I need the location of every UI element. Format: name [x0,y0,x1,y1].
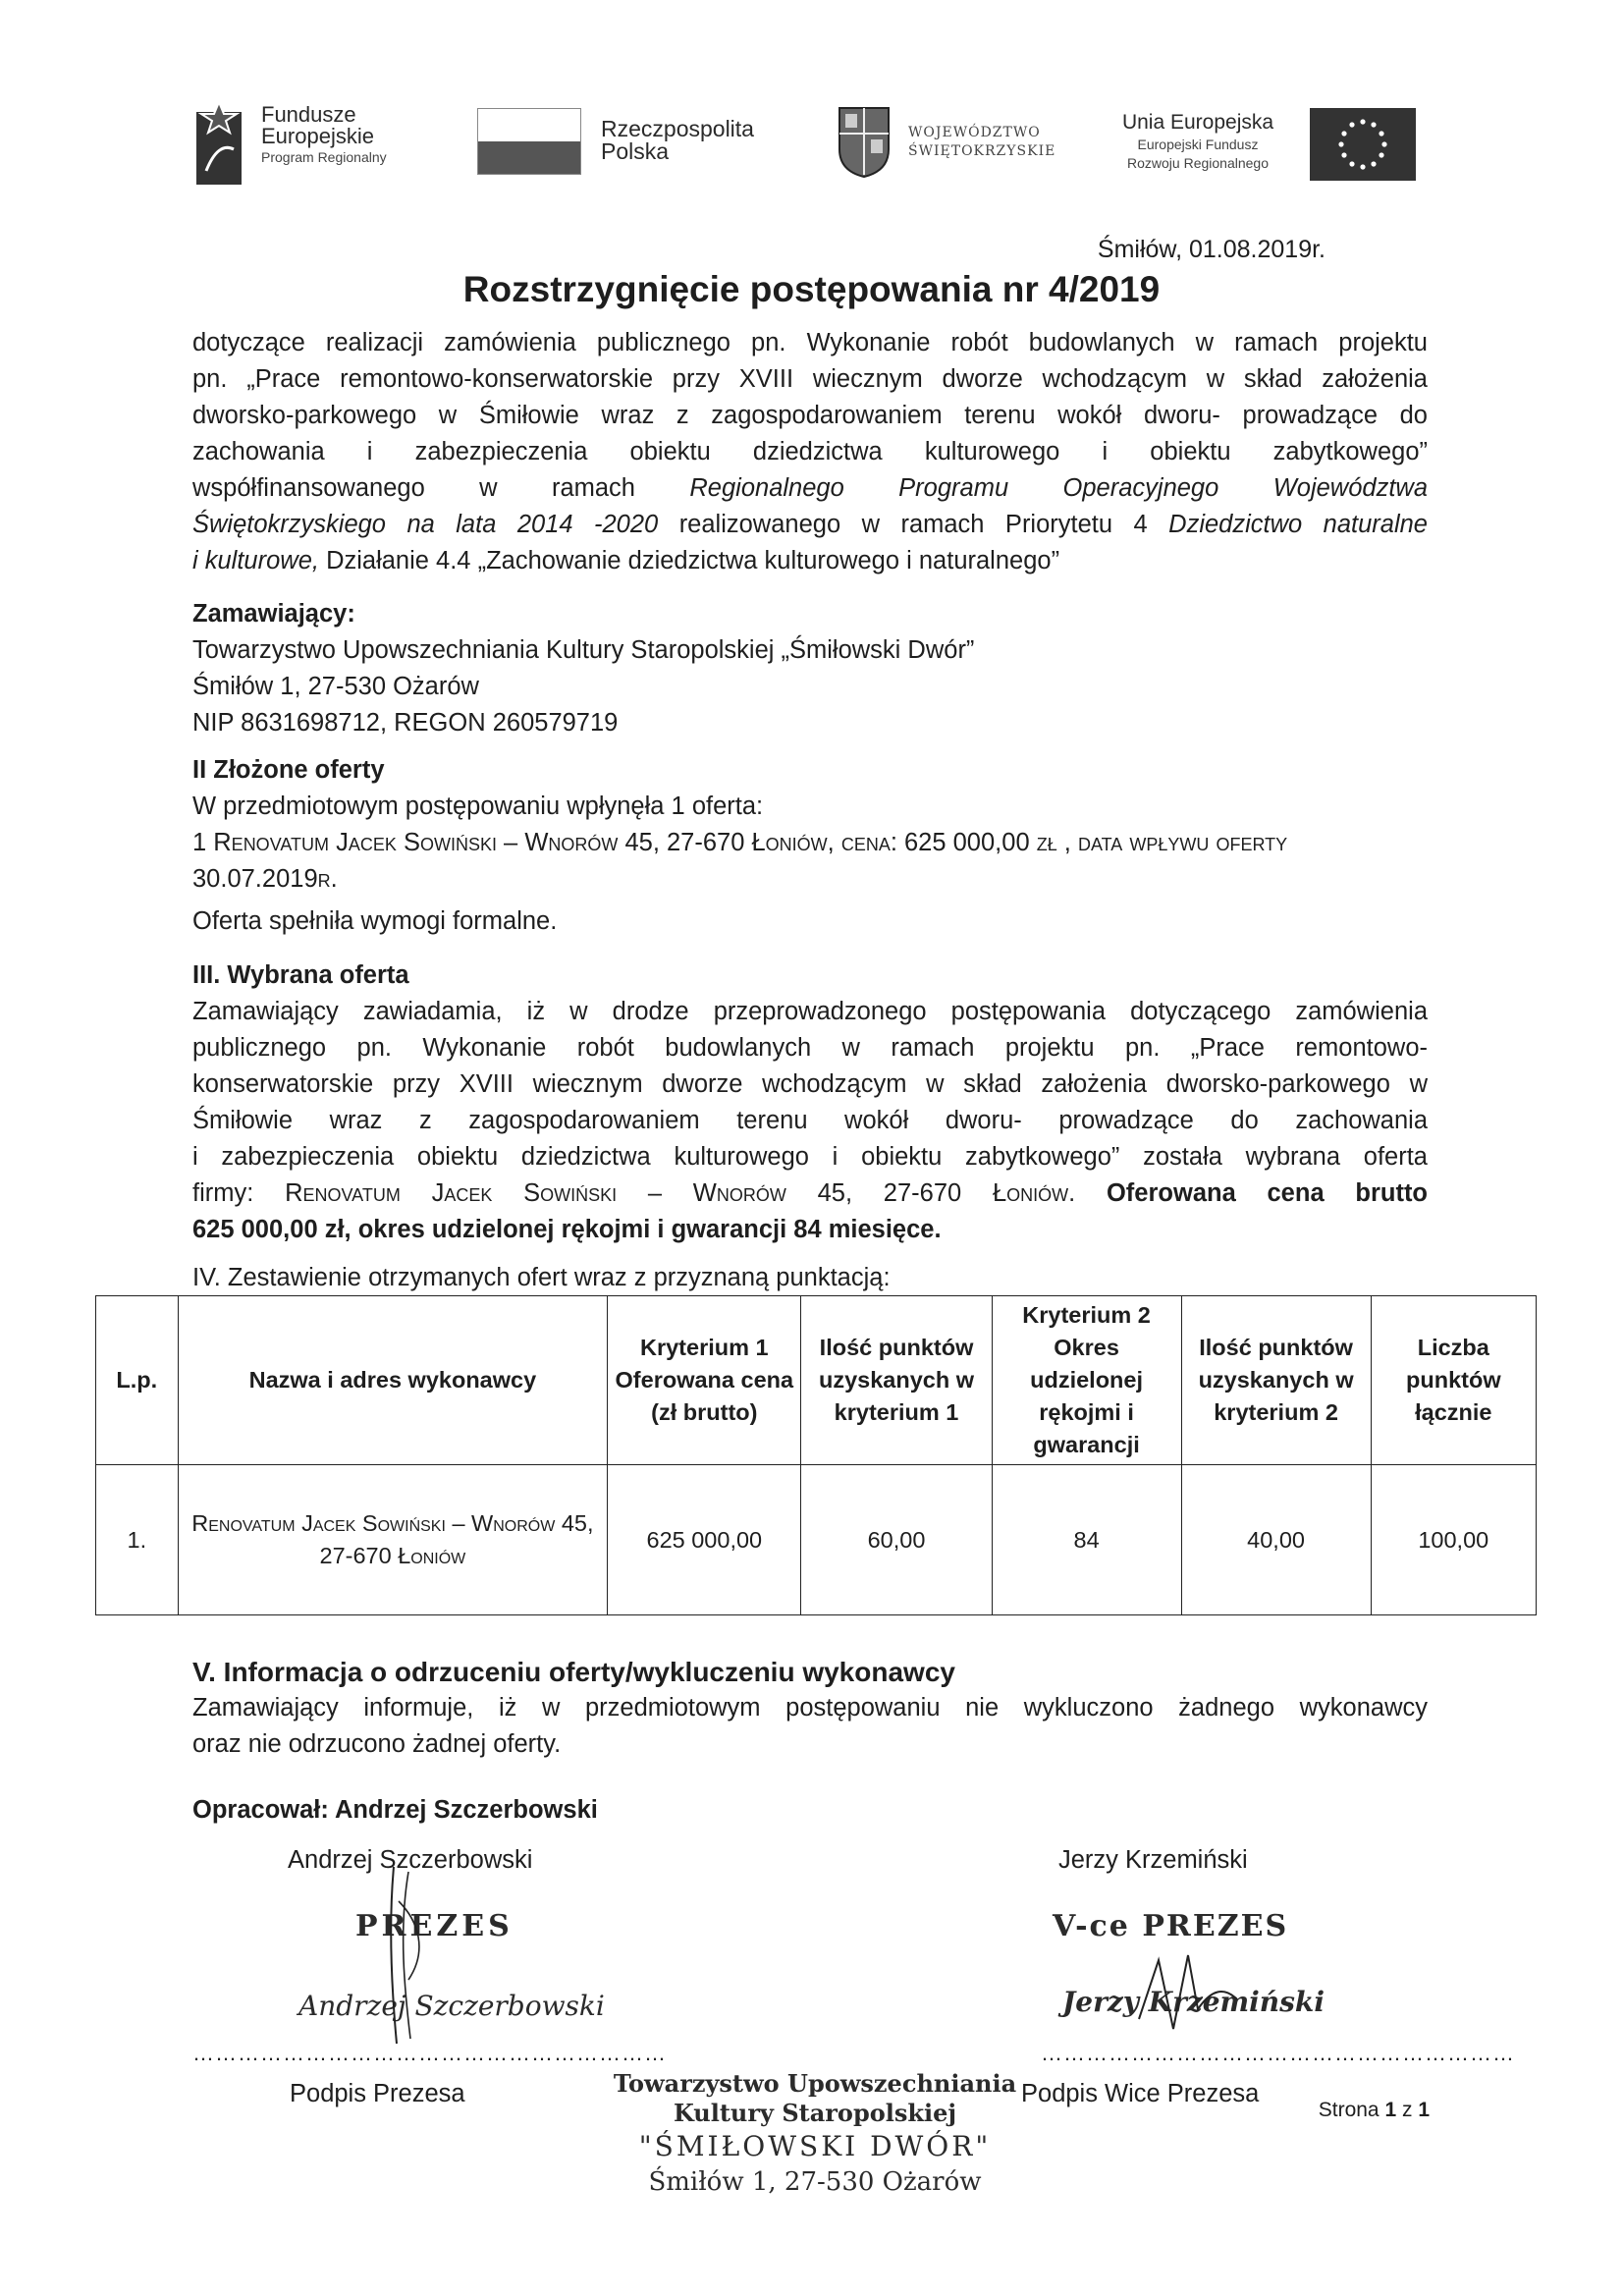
stamp-line: Kultury Staropolskiej [673,2099,957,2127]
stamp-title-left: PREZES [355,1909,514,1943]
logo-rzeczpospolita [477,108,791,179]
offers-table [95,1295,1537,1615]
table-cell-lp: 1. [96,1465,179,1615]
table-header-cell: Kryterium 1 Oferowana cena (zł brutto) [608,1296,801,1465]
chosen-offer-section [192,957,1428,1248]
chosen-line: Zamawiający zawiadamia, iż w drodze przeprowadzonego postępowania dotyczącego zamówienia [192,998,1428,1025]
table-header-cell: Ilość punktów uzyskanych w kryterium 1 [801,1296,992,1465]
buyer-ids: NIP 8631698712, REGON 260579719 [192,709,619,737]
eu-flag-icon [1310,108,1416,181]
table-cell-contractor: Renovatum Jacek Sowiński – Wnorów 45, 27-670 Łoniów [178,1465,608,1615]
stamp-line: Śmiłów 1, 27-530 Ożarów [648,2167,982,2197]
rejection-section [192,1654,1428,1763]
chosen-price-label: Oferowana cena brutto [1075,1179,1429,1207]
page-current: 1 [1384,2099,1397,2121]
document-title: Rozstrzygnięcie postępowania nr 4/2019 [462,269,1161,309]
intro-line: dotyczące realizacji zamówienia publicznego pn. Wykonanie robót budowlanych w ramach projektu [192,329,1428,356]
buyer-heading: Zamawiający: [192,600,355,628]
intro-paragraph [192,325,1428,579]
signature-caption-left: Podpis Prezesa [290,2080,465,2107]
summary-heading: IV. Zestawienie otrzymanych ofert wraz z przyznaną punktacją: [192,1264,891,1291]
buyer-address: Śmiłów 1, 27-530 Ożarów [192,673,479,700]
eu-line1: Unia Europejska [1121,111,1274,134]
document-date: Śmiłów, 01.08.2019r. [1097,236,1325,263]
intro-text: realizowanego w ramach Priorytetu 4 [658,511,1169,538]
ws-line2: ŚWIĘTOKRZYSKIE [908,143,1056,159]
table-cell-total: 100,00 [1371,1465,1536,1615]
page-label: Strona [1318,2099,1385,2121]
priority-name: Dziedzictwo naturalne [1168,511,1428,538]
offers-count: W przedmiotowym postępowaniu wpłynęła 1 oferta: [192,793,764,820]
rejection-heading: V. Informacja o odrzuceniu oferty/wykluczeniu wykonawcy [192,1657,955,1687]
table-cell-points-1: 60,00 [801,1465,992,1615]
fe-line3: Program Regionalny [261,149,387,165]
signer-name-left: Andrzej Szczerbowski [288,1846,533,1874]
table-header-cell: Liczba punktów łącznie [1371,1296,1536,1465]
logo-wojewodztwo [838,106,1073,181]
stamp-name-right: Jerzy Krzemiński [1062,1986,1325,2018]
table-cell-points-2: 40,00 [1181,1465,1371,1615]
logo-unia-europejska [1100,106,1414,185]
page-number [1276,2096,1430,2125]
handwritten-signature-left [340,1862,458,2049]
handwritten-signature-right [1129,1941,1257,2049]
ws-line1: WOJEWÓDZTWO [908,125,1041,140]
polish-flag-icon [477,108,581,175]
logo-fundusze-europejskie [196,102,432,187]
signer-name-right: Jerzy Krzemiński [1058,1846,1248,1874]
chosen-heading: III. Wybrana oferta [192,961,409,989]
rp-line1: Rzeczpospolita [601,116,754,141]
intro-line: dworsko-parkowego w Śmiłowie wraz z zagospodarowaniem terenu wokół dworu- prowadzące do [192,402,1428,429]
buyer-name: Towarzystwo Upowszechniania Kultury Staropolskiej „Śmiłowski Dwór” [192,636,975,664]
program-years: Świętokrzyskiego na lata 2014 -2020 [192,511,659,538]
eu-line2: Europejski Fundusz [1137,137,1259,152]
intro-line: pn. „Prace remontowo-konserwatorskie przy XVIII wiecznym dworze wchodzącym w skład założenia [192,365,1428,393]
signature-line-left: ……………………………………………………… [192,2041,667,2065]
chosen-price: 625 000,00 zł, okres udzielonej rękojmi i gwarancji 84 miesięce. [192,1216,942,1243]
eu-line3: Rozwoju Regionalnego [1127,155,1269,171]
chosen-line: publicznego pn. Wykonanie robót budowlanych w ramach projektu pn. „Prace remontowo- [192,1034,1428,1062]
offer-entry-date: 30.07.2019r. [192,865,338,893]
signature-caption-right: Podpis Wice Prezesa [1021,2080,1260,2107]
chosen-text: firmy: [192,1179,286,1207]
offers-section [192,752,1428,940]
fe-line1: Fundusze [261,102,356,127]
prepared-by: Opracował: Andrzej Szczerbowski [192,1796,598,1824]
stamp-line: Towarzystwo Upowszechniania [613,2069,1017,2098]
intro-line: zachowania i zabezpieczenia obiektu dziedzictwa kulturowego i obiektu zabytkowego” [192,438,1428,465]
rejection-line: oraz nie odrzucono żadnej oferty. [192,1730,562,1758]
intro-text: współfinansowanego w ramach [192,474,690,502]
intro-line [192,507,1428,543]
table-header-cell: Kryterium 2 Okres udzielonej rękojmi i gwarancji [992,1296,1181,1465]
chosen-line: i zabezpieczenia obiektu dziedzictwa kulturowego i obiektu zabytkowego” została wybrana oferta [192,1143,1428,1171]
table-row [96,1465,1537,1615]
table-cell-price: 625 000,00 [608,1465,801,1615]
table-header-cell: Nazwa i adres wykonawcy [178,1296,608,1465]
chosen-line [192,1175,1428,1212]
chosen-line: Śmiłowie wraz z zagospodarowaniem terenu wokół dworu- prowadzące do zachowania [192,1107,1428,1134]
offers-heading: II Złożone oferty [192,756,385,784]
signature-block-right [1021,1842,1532,2137]
page-total: 1 [1418,2099,1430,2121]
intro-line [192,470,1428,507]
stamp-line: "ŚMIŁOWSKI DWÓR" [638,2130,992,2162]
program-name: Regionalnego Programu Operacyjnego Województwa [689,474,1428,502]
table-cell-warranty: 84 [992,1465,1181,1615]
fe-line2: Europejskie [261,124,374,148]
page-sep: z [1396,2099,1419,2121]
offer-entry: 1 Renovatum Jacek Sowiński – Wnorów 45, 27-670 Łoniów, cena: 625 000,00 zł , data wpływu oferty [192,829,1288,856]
table-header-cell: Ilość punktów uzyskanych w kryterium 2 [1181,1296,1371,1465]
organization-stamp [589,2069,1041,2199]
chosen-line: konserwatorskie przy XVIII wiecznym dworze wchodzącym w skład założenia dworsko-parkowego w [192,1070,1428,1098]
intro-line [192,543,1428,579]
measure-text: Działanie 4.4 „Zachowanie dziedzictwa kulturowego i naturalnego” [318,547,1060,574]
table-header-cell: L.p. [96,1296,179,1465]
rejection-line: Zamawiający informuje, iż w przedmiotowym postępowaniu nie wykluczono żadnego wykonawcy [192,1694,1428,1722]
coat-of-arms-icon [838,106,891,179]
fe-emblem-icon [196,102,242,185]
table-header-row [96,1296,1537,1465]
rp-line2: Polska [601,138,670,164]
priority-name-cont: i kulturowe, [192,547,319,574]
offer-formal-status: Oferta spełniła wymogi formalne. [192,907,558,935]
buyer-section [192,596,1428,741]
stamp-name-left: Andrzej Szczerbowski [298,1990,605,2022]
signature-line-right: ……………………………………………………… [1041,2041,1515,2065]
stamp-title-right: V-ce PREZES [1053,1909,1289,1943]
chosen-contractor: Renovatum Jacek Sowiński – Wnorów 45, 27-670 Łoniów. [285,1179,1076,1207]
